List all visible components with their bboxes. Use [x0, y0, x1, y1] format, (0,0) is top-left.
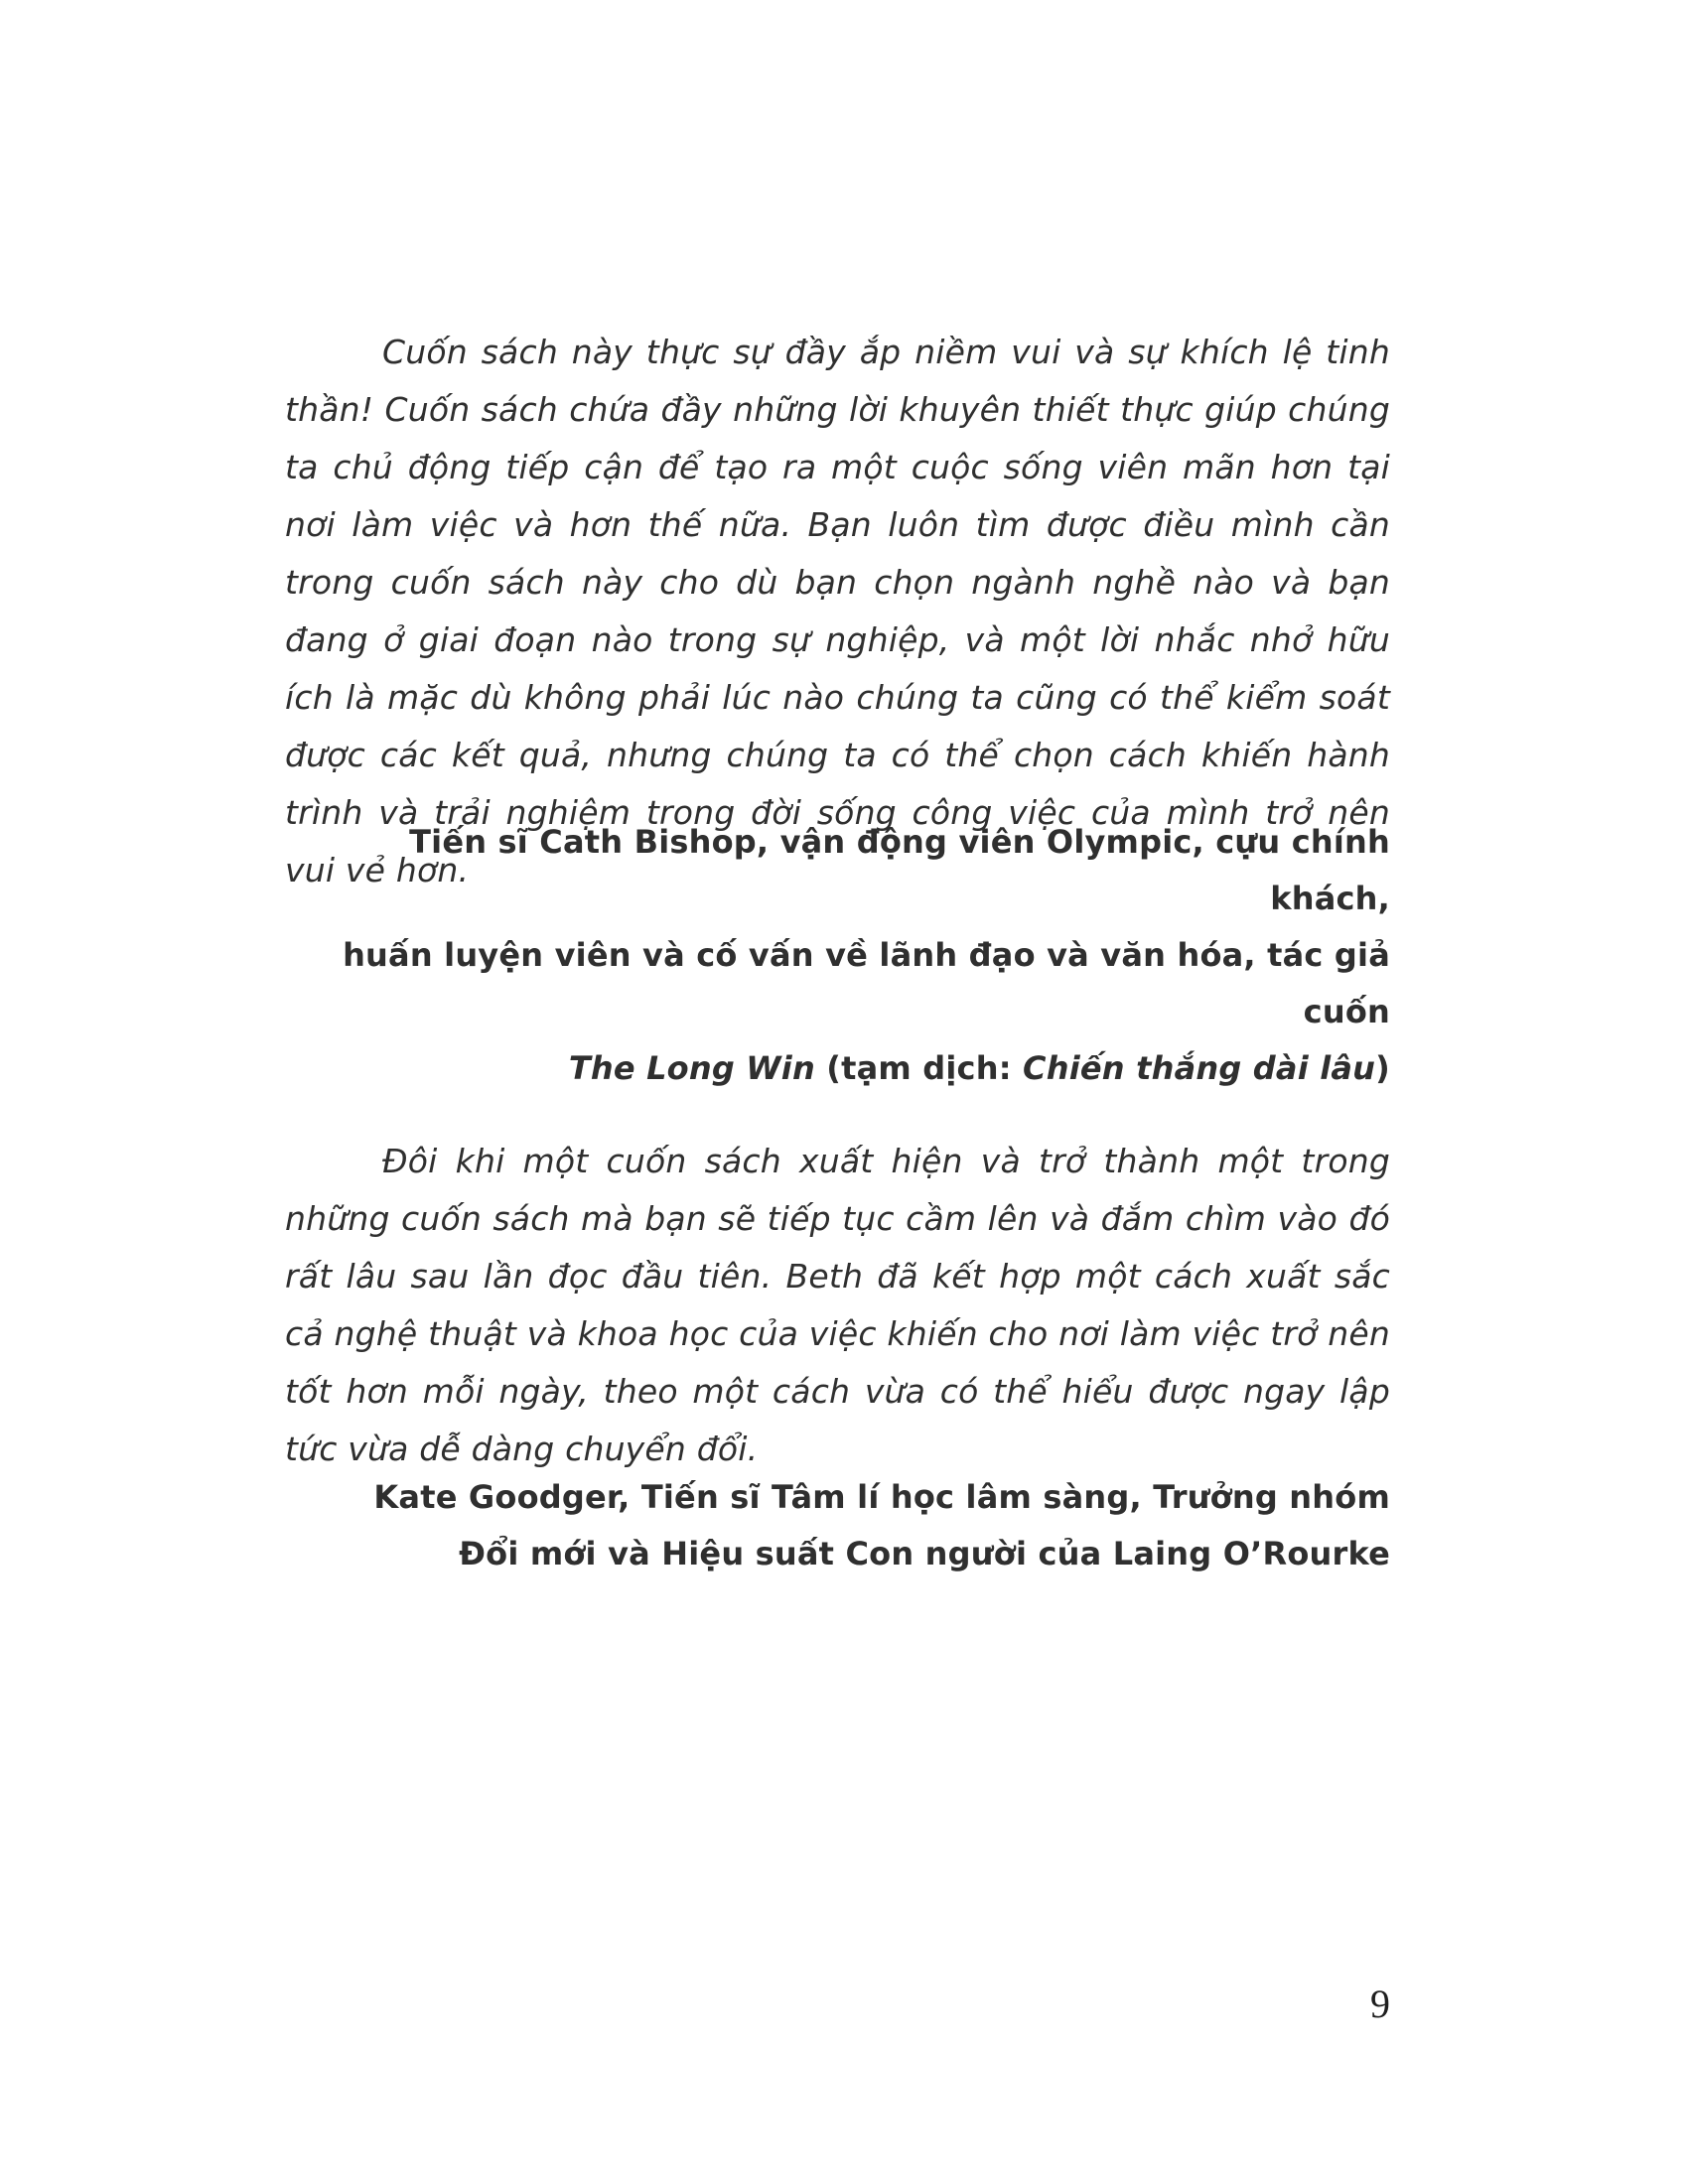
testimonial-quote-1: Cuốn sách này thực sự đầy ắp niềm vui và sự khích lệ tinh thần! Cuốn sách chứa đầy những lời khuyên thiết thực giúp chúng ta chủ động tiếp cận để tạo ra một cuộc sống viên mãn hơn tại nơi làm việc và hơn thế nữa. Bạn luôn tìm được điều mình cần trong cuốn sách này cho dù bạn chọn ngành nghề nào và bạn đang ở giai đoạn nào trong sự nghiệp, và một lời nhắc nhở hữu ích là mặc dù không phải lúc nào chúng ta cũng có thể kiểm soát được các kết quả, nhưng chúng ta có thể chọn cách khiến hành trình và trải nghiệm trong đời sống công việc của mình trở nên vui vẻ hơn. — [285, 333, 1390, 889]
book-connector-text: (tạm dịch: — [814, 1049, 1024, 1087]
attribution-2-line-1: Kate Goodger, Tiến sĩ Tâm lí học lâm sàng, Trưởng nhóm — [373, 1478, 1390, 1516]
book-title: The Long Win — [568, 1049, 815, 1087]
book-close-paren: ) — [1375, 1049, 1390, 1087]
attribution-1-book-line — [285, 1040, 1390, 1097]
testimonial-attribution-2 — [285, 1469, 1390, 1582]
testimonial-attribution-1 — [285, 814, 1390, 1097]
attribution-1-line-1: Tiến sĩ Cath Bishop, vận động viên Olympic, cựu chính khách, — [409, 823, 1390, 917]
book-title-translation: Chiến thắng dài lâu — [1023, 1049, 1376, 1087]
attribution-1-line-2: huấn luyện viên và cố vấn về lãnh đạo và văn hóa, tác giả cuốn — [343, 936, 1390, 1030]
attribution-2-line-2: Đổi mới và Hiệu suất Con người của Laing O’Rourke — [459, 1535, 1390, 1572]
page-number: 9 — [1370, 1981, 1390, 2026]
testimonial-quote-2: Đôi khi một cuốn sách xuất hiện và trở thành một trong những cuốn sách mà bạn sẽ tiếp tục cầm lên và đắm chìm vào đó rất lâu sau lần đọc đầu tiên. Beth đã kết hợp một cách xuất sắc cả nghệ thuật và khoa học của việc khiến cho nơi làm việc trở nên tốt hơn mỗi ngày, theo một cách vừa có thể hiểu được ngay lập tức vừa dễ dàng chuyển đổi. — [285, 1142, 1390, 1468]
